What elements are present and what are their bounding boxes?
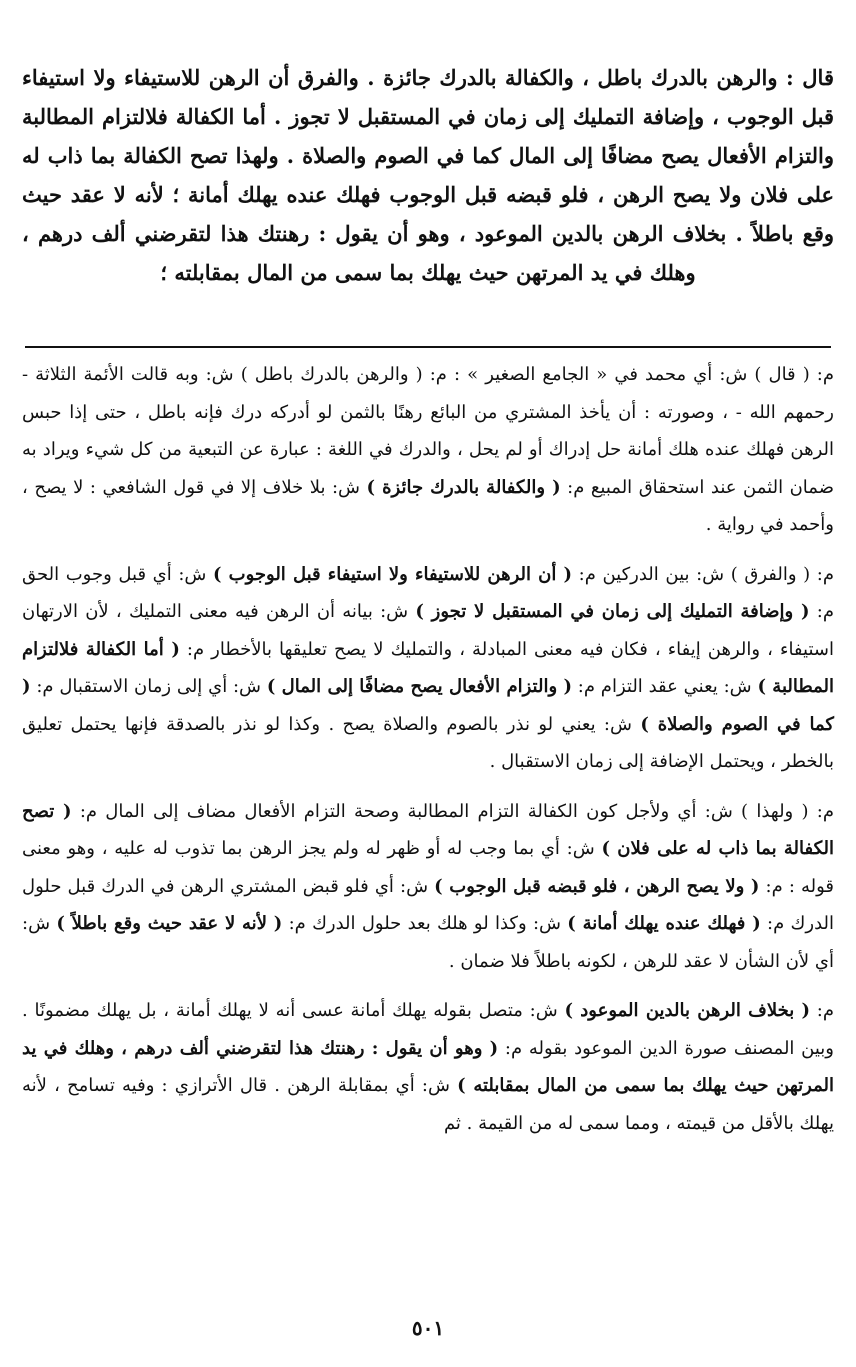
main-text-block bbox=[22, 58, 834, 292]
commentary-paragraph bbox=[22, 556, 834, 781]
main-text-paragraph: قال : والرهن بالدرك باطل ، والكفالة بالدرك جائزة . والفرق أن الرهن للاستيفاء ولا استيفاء قبل الوجوب ، وإضافة التمليك إلى زمان في المستقبل لا تجوز . أما الكفالة فلالتزام المطالبة والتزام الأفعال يصح مضافًا إلى المال كما في الصوم والصلاة . ولهذا تصح الكفالة بما ذاب له على فلان ولا يصح الرهن ، فلو قبضه قبل الوجوب فهلك عنده يهلك أمانة ؛ لأنه لا عقد حيث وقع باطلاً . بخلاف الرهن بالدين الموعود ، وهو أن يقول : رهنتك هذا لتقرضني ألف درهم ، وهلك في يد المرتهن حيث يهلك بما سمى من المال بمقابلته ؛ bbox=[22, 65, 834, 285]
commentary-text: ش: أي بمقابلة الرهن . قال الأترازي : وفيه تسامح ، لأنه يهلك بالأقل من قيمته ، ومما سمى له من القيمة . ثم bbox=[22, 1075, 834, 1134]
commentary-text: ش: يعني لو نذر بالصوم والصلاة يصح . وكذا لو نذر بالصدقة فإنها يحتمل تعليق بالخطر ، ويحتمل الإضافة إلى زمان الاستقبال . bbox=[22, 713, 834, 772]
commentary-paragraph bbox=[22, 992, 834, 1142]
commentary-text: ش: أي فلو قبض المشتري الرهن في الدرك قبل حلول الدرك م: bbox=[22, 875, 834, 934]
quoted-matn-text: ( كما في الصوم والصلاة ) bbox=[22, 676, 834, 735]
quoted-matn-text: ( لأنه لا عقد حيث وقع باطلاً ) bbox=[56, 913, 283, 934]
quoted-matn-text: ( تصح الكفالة بما ذاب له على فلان ) bbox=[22, 800, 835, 859]
quoted-matn-text: ( أما الكفالة فلالتزام المطالبة ) bbox=[22, 638, 834, 697]
quoted-matn-text: ( والتزام الأفعال يصح مضافًا إلى المال ) bbox=[266, 676, 573, 697]
commentary-text: م: bbox=[810, 1000, 834, 1021]
commentary-text: ش: يعني عقد التزام م: bbox=[572, 676, 758, 697]
commentary-text: ش: أي بما وجب له أو ظهر له ولم يجز الرهن بما تذوب له عليه ، وهو معنى قوله : م: bbox=[22, 838, 835, 897]
commentary-text: ش: بيانه أن الرهن فيه معنى التمليك ، لأن الارتهان استيفاء ، والرهن إيفاء ، فكان فيه معنى المبادلة ، والتمليك لا يصح تعليقها بالأخطار م: bbox=[22, 601, 834, 660]
page-number: ٥٠١ bbox=[411, 1316, 445, 1340]
commentary-text: ش: وكذا لو هلك بعد حلول الدرك م: bbox=[282, 913, 568, 934]
quoted-matn-text: ( فهلك عنده يهلك أمانة ) bbox=[567, 913, 761, 934]
commentary-text: م: ( ولهذا ) ش: أي ولأجل كون الكفالة التزام المطالبة وصحة التزام الأفعال مضاف إلى المال م: bbox=[71, 800, 834, 822]
commentary-text: ش: بلا خلاف إلا في قول الشافعي : لا يصح ، وأحمد في رواية . bbox=[22, 476, 834, 535]
separator-rule bbox=[25, 346, 831, 348]
commentary-block bbox=[22, 356, 834, 1154]
commentary-text: م: ( والفرق ) ش: بين الدركين م: bbox=[572, 563, 834, 585]
quoted-matn-text: ( وهو أن يقول : رهنتك هذا لتقرضني ألف درهم ، وهلك في يد المرتهن حيث يهلك بما سمى من المال بمقابلته ) bbox=[22, 1037, 834, 1096]
commentary-text: ش: متصل بقوله يهلك أمانة عسى أنه لا يهلك أمانة ، بل يهلك مضمونًا . وبين المصنف صورة الدين الموعود بقوله م: bbox=[22, 1000, 834, 1059]
quoted-matn-text: ( بخلاف الرهن بالدين الموعود ) bbox=[564, 1000, 811, 1021]
commentary-text: ش: أي لأن الشأن لا عقد للرهن ، لكونه باطلاً فلا ضمان . bbox=[22, 913, 834, 972]
quoted-matn-text: ( وإضافة التمليك إلى زمان في المستقبل لا تجوز ) bbox=[415, 601, 810, 622]
commentary-paragraph bbox=[22, 356, 834, 544]
commentary-paragraph bbox=[22, 793, 834, 981]
commentary-text: م: ( قال ) ش: أي محمد في « الجامع الصغير » : م: ( والرهن بالدرك باطل ) ش: وبه قالت الأئمة الثلاثة - رحمهم الله - ، وصورته : أن يأخذ المشتري من البائع رهنًا بالثمن لو أدركه درك فإنه باطل ، حتى إذا حبس الرهن فهلك عنده هلك أمانة حل إدراك أو لم يحل ، والدرك في اللغة : عبارة عن التبعية من كل شيء ويراد به ضمان الثمن عند استحقاق المبيع م: bbox=[22, 364, 834, 498]
commentary-text: ش: أي إلى زمان الاستقبال م: bbox=[30, 676, 267, 697]
quoted-matn-text: ( أن الرهن للاستيفاء ولا استيفاء قبل الوجوب ) bbox=[212, 563, 573, 585]
commentary-text: ش: أي قبل وجوب الحق م: bbox=[22, 563, 834, 622]
quoted-matn-text: ( والكفالة بالدرك جائزة ) bbox=[366, 476, 561, 498]
quoted-matn-text: ( ولا يصح الرهن ، فلو قبضه قبل الوجوب ) bbox=[434, 875, 760, 897]
